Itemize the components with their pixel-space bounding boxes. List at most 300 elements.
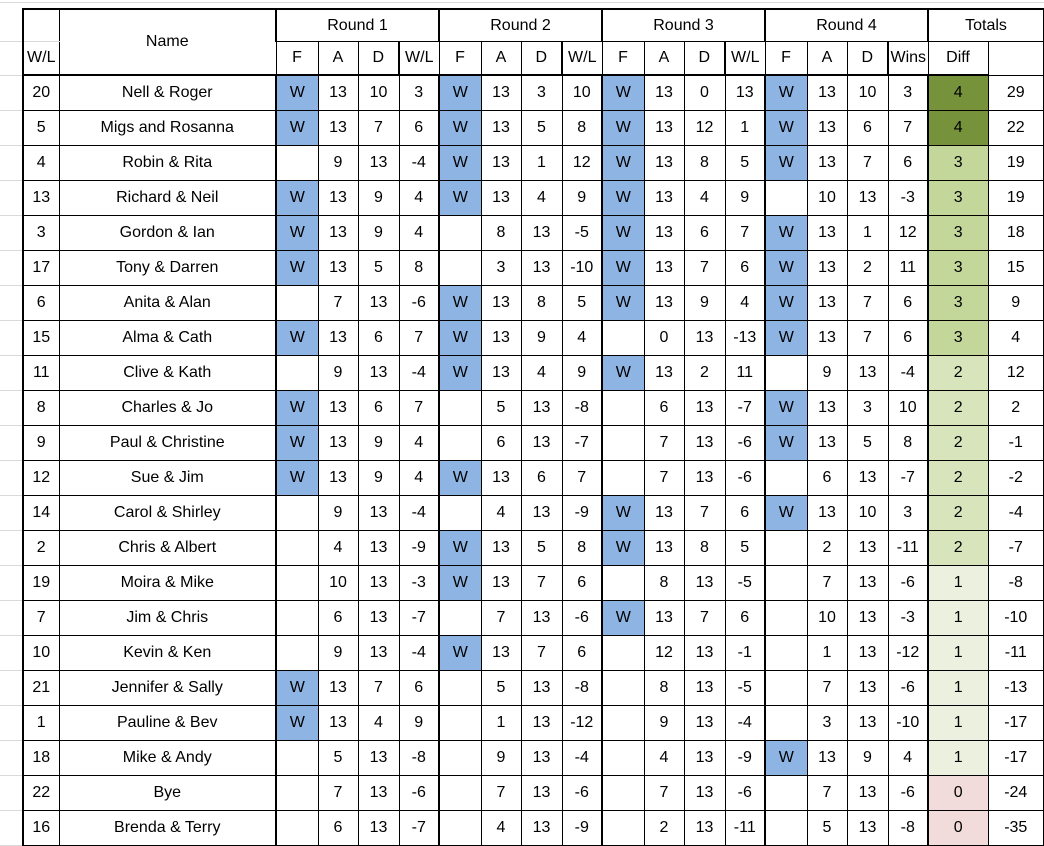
round-4-for-cell[interactable]: 13	[807, 496, 847, 531]
round-1-header[interactable]: Round 1	[276, 9, 439, 42]
team-name-cell[interactable]: Nell & Roger	[59, 75, 276, 111]
round-3-for-cell[interactable]: 0	[644, 321, 684, 356]
round-4-wl-cell[interactable]	[765, 811, 807, 846]
round-1-wl-cell[interactable]: W	[276, 181, 318, 216]
round-2-against-cell[interactable]: 4	[521, 181, 562, 216]
round-2-wl-cell[interactable]	[439, 601, 481, 636]
round-4-for-cell[interactable]: 10	[807, 601, 847, 636]
round-3-against-cell[interactable]: 8	[684, 531, 725, 566]
round-2-for-cell[interactable]: 13	[481, 111, 521, 146]
round-3-diff-cell[interactable]: -6	[725, 776, 765, 811]
round-2-diff-cell[interactable]: -10	[562, 251, 602, 286]
round-4-diff-cell[interactable]: -12	[888, 636, 928, 671]
round-4-for-cell[interactable]: 13	[807, 391, 847, 426]
round-2-wl-cell[interactable]: W	[439, 75, 481, 111]
round-2-diff-cell[interactable]: 6	[562, 566, 602, 601]
round-4-wl-cell[interactable]	[765, 601, 807, 636]
round-4-diff-cell[interactable]: -6	[888, 566, 928, 601]
round-4-wl-cell[interactable]: W	[765, 111, 807, 146]
round-1-against-cell[interactable]: 13	[358, 776, 399, 811]
round-1-against-cell[interactable]: 13	[358, 811, 399, 846]
round-3-wl-cell[interactable]	[602, 706, 644, 741]
round-1-wl-cell[interactable]	[276, 636, 318, 671]
total-diff-cell[interactable]: 22	[988, 111, 1044, 146]
round-3-for-cell[interactable]: 13	[644, 251, 684, 286]
round-1-against-cell[interactable]: 13	[358, 531, 399, 566]
round-4-wl-cell[interactable]	[765, 461, 807, 496]
round-1-for-cell[interactable]: 13	[318, 461, 358, 496]
round-1-against-cell[interactable]: 7	[358, 671, 399, 706]
team-number-cell[interactable]: 18	[23, 741, 59, 776]
round-3-against-cell[interactable]: 7	[684, 251, 725, 286]
round-2-diff-cell[interactable]: -8	[562, 391, 602, 426]
round-3-diff-cell[interactable]: 5	[725, 146, 765, 181]
round-2-diff-cell[interactable]: 6	[562, 636, 602, 671]
round-2-against-cell[interactable]: 7	[521, 636, 562, 671]
round-4-against-cell[interactable]: 10	[847, 496, 888, 531]
round-1-wl-cell[interactable]	[276, 531, 318, 566]
round-1-wl-cell[interactable]: W	[276, 706, 318, 741]
round-1-diff-cell[interactable]: 6	[399, 671, 439, 706]
round-3-a-header[interactable]: A	[644, 42, 684, 76]
round-1-against-cell[interactable]: 9	[358, 181, 399, 216]
round-3-diff-cell[interactable]: 13	[725, 75, 765, 111]
round-1-wl-cell[interactable]	[276, 566, 318, 601]
round-1-for-cell[interactable]: 4	[318, 531, 358, 566]
round-2-for-cell[interactable]: 13	[481, 356, 521, 391]
round-3-against-cell[interactable]: 13	[684, 321, 725, 356]
round-2-against-cell[interactable]: 13	[521, 216, 562, 251]
total-diff-cell[interactable]: -13	[988, 671, 1044, 706]
team-number-cell[interactable]: 3	[23, 216, 59, 251]
round-1-diff-cell[interactable]: -4	[399, 496, 439, 531]
round-4-wl-cell[interactable]: W	[765, 251, 807, 286]
round-3-for-cell[interactable]: 9	[644, 706, 684, 741]
round-2-diff-cell[interactable]: 8	[562, 531, 602, 566]
round-2-for-cell[interactable]: 13	[481, 75, 521, 111]
team-number-cell[interactable]: 15	[23, 321, 59, 356]
round-4-against-cell[interactable]: 13	[847, 706, 888, 741]
round-3-wl-cell[interactable]: W	[602, 286, 644, 321]
round-2-wl-cell[interactable]: W	[439, 636, 481, 671]
round-4-wl-cell[interactable]	[765, 566, 807, 601]
round-1-wl-cell[interactable]: W	[276, 251, 318, 286]
team-number-cell[interactable]: 20	[23, 75, 59, 111]
team-name-cell[interactable]: Robin & Rita	[59, 146, 276, 181]
round-3-wl-cell[interactable]: W	[602, 601, 644, 636]
round-4-diff-cell[interactable]: 11	[888, 251, 928, 286]
round-1-for-cell[interactable]: 6	[318, 811, 358, 846]
round-3-diff-cell[interactable]: 7	[725, 216, 765, 251]
round-3-for-cell[interactable]: 13	[644, 496, 684, 531]
round-1-wl-cell[interactable]	[276, 601, 318, 636]
name-column-header[interactable]: Name	[59, 9, 276, 75]
round-4-for-cell[interactable]: 13	[807, 111, 847, 146]
round-3-diff-cell[interactable]: -6	[725, 426, 765, 461]
round-4-for-cell[interactable]: 13	[807, 146, 847, 181]
round-1-wl-header[interactable]: W/L	[23, 42, 59, 76]
round-3-wl-cell[interactable]: W	[602, 75, 644, 111]
round-2-for-cell[interactable]: 8	[481, 216, 521, 251]
team-number-cell[interactable]: 1	[23, 706, 59, 741]
round-3-d-header[interactable]: D	[684, 42, 725, 76]
round-2-against-cell[interactable]: 9	[521, 321, 562, 356]
round-2-against-cell[interactable]: 4	[521, 356, 562, 391]
round-4-for-cell[interactable]: 7	[807, 776, 847, 811]
round-3-wl-header[interactable]: W/L	[562, 42, 602, 76]
round-2-diff-cell[interactable]: 5	[562, 286, 602, 321]
round-2-diff-cell[interactable]: -5	[562, 216, 602, 251]
total-diff-cell[interactable]: 2	[988, 391, 1044, 426]
round-4-against-cell[interactable]: 13	[847, 181, 888, 216]
round-2-diff-cell[interactable]: 4	[562, 321, 602, 356]
round-1-for-cell[interactable]: 13	[318, 671, 358, 706]
round-3-for-cell[interactable]: 7	[644, 461, 684, 496]
round-1-wl-cell[interactable]: W	[276, 426, 318, 461]
round-3-against-cell[interactable]: 8	[684, 146, 725, 181]
round-2-diff-cell[interactable]: -7	[562, 426, 602, 461]
team-name-cell[interactable]: Bye	[59, 776, 276, 811]
round-4-against-cell[interactable]: 7	[847, 146, 888, 181]
round-4-diff-cell[interactable]: 6	[888, 321, 928, 356]
round-2-wl-cell[interactable]: W	[439, 286, 481, 321]
round-3-against-cell[interactable]: 13	[684, 426, 725, 461]
round-4-against-cell[interactable]: 13	[847, 461, 888, 496]
round-2-for-cell[interactable]: 13	[481, 461, 521, 496]
round-2-for-cell[interactable]: 13	[481, 531, 521, 566]
round-1-for-cell[interactable]: 7	[318, 776, 358, 811]
round-1-against-cell[interactable]: 13	[358, 356, 399, 391]
total-wins-cell[interactable]: 2	[928, 426, 988, 461]
round-1-f-header[interactable]: F	[276, 42, 318, 76]
round-3-wl-cell[interactable]: W	[602, 356, 644, 391]
team-number-cell[interactable]: 16	[23, 811, 59, 846]
round-1-wl-cell[interactable]: W	[276, 461, 318, 496]
wins-column-header[interactable]: Wins	[888, 42, 928, 76]
round-1-for-cell[interactable]: 13	[318, 181, 358, 216]
round-1-diff-cell[interactable]: 7	[399, 391, 439, 426]
round-3-for-cell[interactable]: 13	[644, 181, 684, 216]
round-1-wl-cell[interactable]: W	[276, 671, 318, 706]
round-1-for-cell[interactable]: 13	[318, 216, 358, 251]
round-4-header[interactable]: Round 4	[765, 9, 928, 42]
round-3-for-cell[interactable]: 13	[644, 286, 684, 321]
round-2-for-cell[interactable]: 13	[481, 286, 521, 321]
team-number-cell[interactable]: 10	[23, 636, 59, 671]
round-3-diff-cell[interactable]: 6	[725, 251, 765, 286]
round-4-diff-cell[interactable]: -6	[888, 776, 928, 811]
round-2-diff-cell[interactable]: 8	[562, 111, 602, 146]
diff-column-header[interactable]: Diff	[928, 42, 988, 76]
round-2-wl-cell[interactable]: W	[439, 566, 481, 601]
total-diff-cell[interactable]: 29	[988, 75, 1044, 111]
round-1-against-cell[interactable]: 4	[358, 706, 399, 741]
round-3-against-cell[interactable]: 12	[684, 111, 725, 146]
round-1-diff-cell[interactable]: 4	[399, 426, 439, 461]
round-3-against-cell[interactable]: 0	[684, 75, 725, 111]
round-4-for-cell[interactable]: 13	[807, 741, 847, 776]
round-4-against-cell[interactable]: 13	[847, 811, 888, 846]
round-3-wl-cell[interactable]	[602, 461, 644, 496]
round-4-for-cell[interactable]: 9	[807, 356, 847, 391]
round-2-for-cell[interactable]: 4	[481, 811, 521, 846]
round-2-wl-cell[interactable]	[439, 426, 481, 461]
round-2-against-cell[interactable]: 1	[521, 146, 562, 181]
round-2-d-header[interactable]: D	[521, 42, 562, 76]
round-4-wl-cell[interactable]: W	[765, 146, 807, 181]
total-diff-cell[interactable]: 19	[988, 146, 1044, 181]
round-4-diff-cell[interactable]: 4	[888, 741, 928, 776]
round-1-diff-cell[interactable]: -4	[399, 356, 439, 391]
total-diff-cell[interactable]: -17	[988, 706, 1044, 741]
team-number-cell[interactable]: 7	[23, 601, 59, 636]
total-wins-cell[interactable]: 3	[928, 146, 988, 181]
round-3-against-cell[interactable]: 7	[684, 601, 725, 636]
round-4-wl-cell[interactable]: W	[765, 321, 807, 356]
round-3-wl-cell[interactable]	[602, 741, 644, 776]
round-1-diff-cell[interactable]: 4	[399, 461, 439, 496]
round-4-wl-cell[interactable]	[765, 706, 807, 741]
team-name-cell[interactable]: Clive & Kath	[59, 356, 276, 391]
round-4-wl-cell[interactable]: W	[765, 426, 807, 461]
round-4-diff-cell[interactable]: -3	[888, 601, 928, 636]
round-3-for-cell[interactable]: 8	[644, 566, 684, 601]
round-2-wl-cell[interactable]	[439, 776, 481, 811]
round-1-diff-cell[interactable]: -6	[399, 776, 439, 811]
team-name-cell[interactable]: Paul & Christine	[59, 426, 276, 461]
round-1-diff-cell[interactable]: 9	[399, 706, 439, 741]
round-2-for-cell[interactable]: 7	[481, 601, 521, 636]
round-1-a-header[interactable]: A	[318, 42, 358, 76]
round-3-wl-cell[interactable]	[602, 636, 644, 671]
round-4-against-cell[interactable]: 7	[847, 286, 888, 321]
round-4-against-cell[interactable]: 10	[847, 75, 888, 111]
round-2-f-header[interactable]: F	[439, 42, 481, 76]
team-number-cell[interactable]: 9	[23, 426, 59, 461]
team-number-cell[interactable]: 13	[23, 181, 59, 216]
round-4-against-cell[interactable]: 5	[847, 426, 888, 461]
round-3-wl-cell[interactable]: W	[602, 496, 644, 531]
round-3-diff-cell[interactable]: -1	[725, 636, 765, 671]
round-4-d-header[interactable]: D	[847, 42, 888, 76]
round-3-wl-cell[interactable]: W	[602, 111, 644, 146]
round-2-diff-cell[interactable]: 12	[562, 146, 602, 181]
round-4-diff-cell[interactable]: -3	[888, 181, 928, 216]
round-2-against-cell[interactable]: 6	[521, 461, 562, 496]
team-number-cell[interactable]: 17	[23, 251, 59, 286]
round-3-diff-cell[interactable]: 6	[725, 496, 765, 531]
total-wins-cell[interactable]: 1	[928, 566, 988, 601]
round-3-against-cell[interactable]: 13	[684, 566, 725, 601]
round-2-against-cell[interactable]: 13	[521, 741, 562, 776]
team-name-cell[interactable]: Richard & Neil	[59, 181, 276, 216]
round-4-against-cell[interactable]: 13	[847, 531, 888, 566]
round-2-wl-cell[interactable]	[439, 706, 481, 741]
round-4-diff-cell[interactable]: 6	[888, 286, 928, 321]
round-2-for-cell[interactable]: 5	[481, 391, 521, 426]
round-2-for-cell[interactable]: 13	[481, 146, 521, 181]
team-number-cell[interactable]: 2	[23, 531, 59, 566]
total-wins-cell[interactable]: 1	[928, 741, 988, 776]
round-3-against-cell[interactable]: 13	[684, 391, 725, 426]
round-1-for-cell[interactable]: 13	[318, 251, 358, 286]
total-wins-cell[interactable]: 1	[928, 636, 988, 671]
round-1-for-cell[interactable]: 6	[318, 601, 358, 636]
round-2-for-cell[interactable]: 4	[481, 496, 521, 531]
team-number-cell[interactable]: 19	[23, 566, 59, 601]
round-2-wl-cell[interactable]	[439, 811, 481, 846]
round-4-wl-cell[interactable]: W	[765, 391, 807, 426]
round-4-wl-cell[interactable]	[765, 636, 807, 671]
round-3-diff-cell[interactable]: -6	[725, 461, 765, 496]
total-wins-cell[interactable]: 2	[928, 496, 988, 531]
round-1-wl-cell[interactable]	[276, 811, 318, 846]
round-3-for-cell[interactable]: 13	[644, 531, 684, 566]
round-2-diff-cell[interactable]: -9	[562, 496, 602, 531]
total-diff-cell[interactable]: 12	[988, 356, 1044, 391]
round-1-wl-cell[interactable]	[276, 496, 318, 531]
round-2-wl-cell[interactable]	[439, 251, 481, 286]
round-1-diff-cell[interactable]: 8	[399, 251, 439, 286]
round-4-against-cell[interactable]: 3	[847, 391, 888, 426]
total-diff-cell[interactable]: -1	[988, 426, 1044, 461]
round-4-diff-cell[interactable]: 7	[888, 111, 928, 146]
round-1-for-cell[interactable]: 13	[318, 426, 358, 461]
round-4-diff-cell[interactable]: 6	[888, 146, 928, 181]
round-4-for-cell[interactable]: 13	[807, 216, 847, 251]
round-2-wl-cell[interactable]	[439, 496, 481, 531]
round-1-wl-cell[interactable]	[276, 741, 318, 776]
round-1-wl-cell[interactable]	[276, 146, 318, 181]
round-3-against-cell[interactable]: 9	[684, 286, 725, 321]
round-4-wl-cell[interactable]	[765, 531, 807, 566]
round-1-for-cell[interactable]: 13	[318, 391, 358, 426]
round-1-diff-cell[interactable]: 7	[399, 321, 439, 356]
round-3-diff-cell[interactable]: 4	[725, 286, 765, 321]
total-wins-cell[interactable]: 2	[928, 356, 988, 391]
team-name-cell[interactable]: Gordon & Ian	[59, 216, 276, 251]
round-2-for-cell[interactable]: 13	[481, 566, 521, 601]
round-1-against-cell[interactable]: 13	[358, 146, 399, 181]
round-3-diff-cell[interactable]: 9	[725, 181, 765, 216]
team-number-cell[interactable]: 11	[23, 356, 59, 391]
round-2-against-cell[interactable]: 7	[521, 566, 562, 601]
total-diff-cell[interactable]: -11	[988, 636, 1044, 671]
team-name-cell[interactable]: Migs and Rosanna	[59, 111, 276, 146]
round-3-against-cell[interactable]: 13	[684, 706, 725, 741]
team-name-cell[interactable]: Moira & Mike	[59, 566, 276, 601]
round-2-wl-cell[interactable]	[439, 741, 481, 776]
round-4-for-cell[interactable]: 13	[807, 321, 847, 356]
round-2-wl-cell[interactable]	[439, 671, 481, 706]
round-3-against-cell[interactable]: 13	[684, 636, 725, 671]
round-2-against-cell[interactable]: 13	[521, 391, 562, 426]
round-1-diff-cell[interactable]: -3	[399, 566, 439, 601]
round-1-diff-cell[interactable]: -4	[399, 636, 439, 671]
round-3-for-cell[interactable]: 6	[644, 391, 684, 426]
round-3-against-cell[interactable]: 13	[684, 811, 725, 846]
team-name-cell[interactable]: Sue & Jim	[59, 461, 276, 496]
round-4-wl-cell[interactable]	[765, 356, 807, 391]
round-1-for-cell[interactable]: 7	[318, 286, 358, 321]
round-1-against-cell[interactable]: 5	[358, 251, 399, 286]
round-4-wl-cell[interactable]	[765, 181, 807, 216]
round-4-for-cell[interactable]: 13	[807, 426, 847, 461]
team-number-cell[interactable]: 5	[23, 111, 59, 146]
round-4-diff-cell[interactable]: -10	[888, 706, 928, 741]
round-4-diff-cell[interactable]: -6	[888, 671, 928, 706]
round-1-wl-cell[interactable]	[276, 356, 318, 391]
round-4-wl-header[interactable]: W/L	[725, 42, 765, 76]
team-number-cell[interactable]: 22	[23, 776, 59, 811]
team-name-cell[interactable]: Brenda & Terry	[59, 811, 276, 846]
round-1-for-cell[interactable]: 9	[318, 146, 358, 181]
round-3-for-cell[interactable]: 2	[644, 811, 684, 846]
round-4-for-cell[interactable]: 1	[807, 636, 847, 671]
round-3-against-cell[interactable]: 13	[684, 776, 725, 811]
round-4-diff-cell[interactable]: -11	[888, 531, 928, 566]
round-4-diff-cell[interactable]: -4	[888, 356, 928, 391]
team-name-cell[interactable]: Pauline & Bev	[59, 706, 276, 741]
round-3-wl-cell[interactable]: W	[602, 216, 644, 251]
round-4-against-cell[interactable]: 13	[847, 356, 888, 391]
round-1-for-cell[interactable]: 13	[318, 111, 358, 146]
round-1-diff-cell[interactable]: 3	[399, 75, 439, 111]
team-name-cell[interactable]: Jim & Chris	[59, 601, 276, 636]
round-4-for-cell[interactable]: 6	[807, 461, 847, 496]
round-2-against-cell[interactable]: 13	[521, 601, 562, 636]
round-4-diff-cell[interactable]: 8	[888, 426, 928, 461]
total-diff-cell[interactable]: -10	[988, 601, 1044, 636]
total-diff-cell[interactable]: 15	[988, 251, 1044, 286]
round-2-against-cell[interactable]: 3	[521, 75, 562, 111]
row-number-column-header-top[interactable]	[23, 9, 59, 42]
round-1-for-cell[interactable]: 9	[318, 356, 358, 391]
round-3-wl-cell[interactable]: W	[602, 146, 644, 181]
round-4-against-cell[interactable]: 13	[847, 601, 888, 636]
round-4-diff-cell[interactable]: 3	[888, 75, 928, 111]
round-4-for-cell[interactable]: 3	[807, 706, 847, 741]
round-3-wl-cell[interactable]	[602, 426, 644, 461]
round-3-diff-cell[interactable]: 6	[725, 601, 765, 636]
round-4-against-cell[interactable]: 7	[847, 321, 888, 356]
total-wins-cell[interactable]: 4	[928, 111, 988, 146]
round-3-for-cell[interactable]: 8	[644, 671, 684, 706]
round-4-wl-cell[interactable]: W	[765, 75, 807, 111]
round-2-wl-cell[interactable]	[439, 391, 481, 426]
round-4-for-cell[interactable]: 2	[807, 531, 847, 566]
round-3-against-cell[interactable]: 6	[684, 216, 725, 251]
round-4-diff-cell[interactable]: 12	[888, 216, 928, 251]
round-3-diff-cell[interactable]: 5	[725, 531, 765, 566]
round-2-against-cell[interactable]: 13	[521, 496, 562, 531]
round-2-for-cell[interactable]: 13	[481, 636, 521, 671]
round-3-wl-cell[interactable]	[602, 671, 644, 706]
total-diff-cell[interactable]: 9	[988, 286, 1044, 321]
round-2-for-cell[interactable]: 13	[481, 181, 521, 216]
round-2-against-cell[interactable]: 8	[521, 286, 562, 321]
round-1-diff-cell[interactable]: 6	[399, 111, 439, 146]
round-1-diff-cell[interactable]: -7	[399, 601, 439, 636]
round-2-header[interactable]: Round 2	[439, 9, 602, 42]
total-wins-cell[interactable]: 1	[928, 601, 988, 636]
round-3-against-cell[interactable]: 7	[684, 496, 725, 531]
total-wins-cell[interactable]: 3	[928, 251, 988, 286]
round-2-diff-cell[interactable]: -4	[562, 741, 602, 776]
round-1-against-cell[interactable]: 13	[358, 496, 399, 531]
team-number-cell[interactable]: 14	[23, 496, 59, 531]
total-diff-cell[interactable]: 4	[988, 321, 1044, 356]
